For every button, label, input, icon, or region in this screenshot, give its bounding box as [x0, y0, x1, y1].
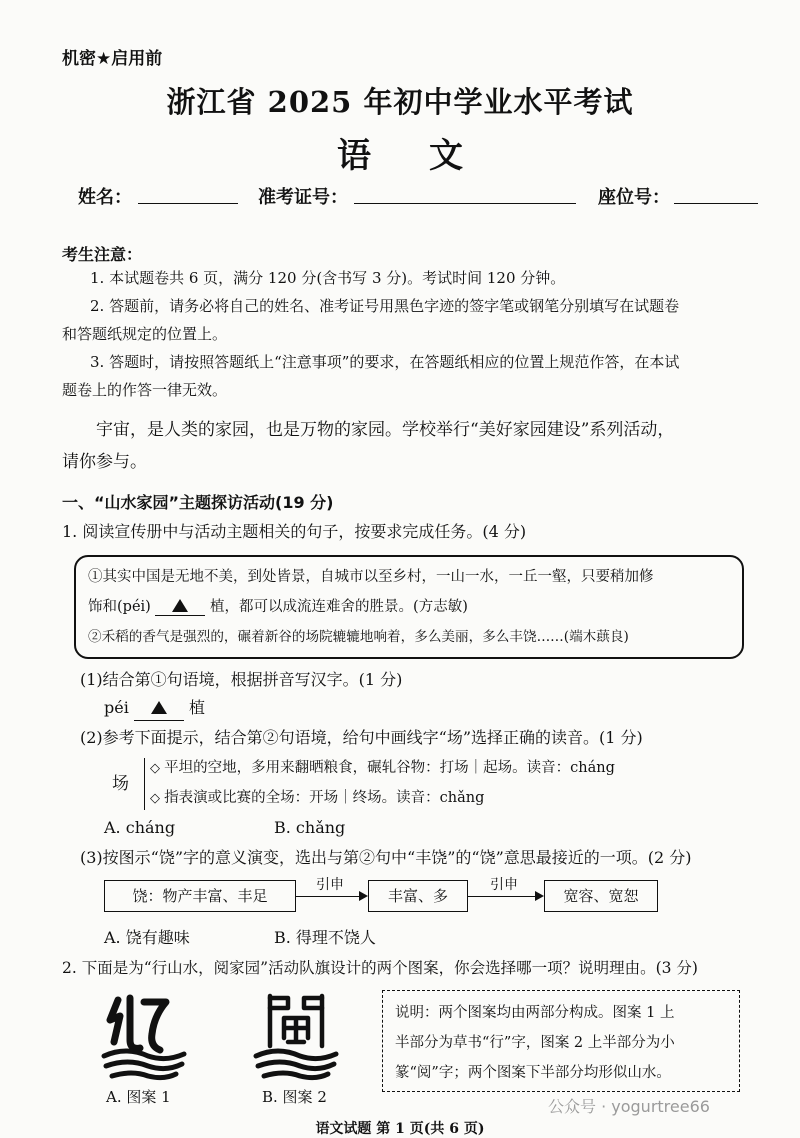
arrow-right-icon	[468, 896, 542, 897]
quote-box	[74, 555, 744, 659]
intro-line: 宇宙，是人类的家园，也是万物的家园。学校举行“美好家园建设”系列活动，	[96, 420, 675, 440]
arrow-right-icon	[296, 896, 366, 897]
sub-question-1-answer	[104, 696, 205, 721]
answer-suffix: 植	[189, 698, 206, 717]
answer-blank[interactable]	[155, 599, 205, 616]
option-b[interactable]: B. 得理不饶人	[274, 928, 376, 947]
flow-box-1: 饶：物产丰富、丰足	[104, 880, 296, 912]
watermark: 公众号 · yogurtree66	[548, 1097, 710, 1116]
intro-line: 请你参与。	[62, 452, 147, 472]
seat-label: 座位号：	[598, 187, 670, 208]
name-label: 姓名：	[78, 187, 132, 208]
quote-line-1: ①其实中国是无地不美，到处皆景，自城市以至乡村，一山一水，一丘一壑，只要稍加修	[88, 569, 654, 585]
notice-line: 题卷上的作答一律无效。	[62, 381, 228, 399]
answer-blank[interactable]	[134, 696, 184, 721]
confidential-mark: 机密★启用前	[62, 49, 163, 69]
question-2-stem: 2. 下面是为“行山水，阅家园”活动队旗设计的两个图案，你会选择哪一项？说明理由。(3 分)	[62, 959, 698, 977]
exam-no-label: 准考证号：	[258, 187, 348, 208]
page-footer: 语文试题 第 1 页(共 6 页)	[315, 1121, 485, 1137]
emblem-1-icon	[96, 990, 192, 1086]
note-line: 篆“阅”字；两个图案下半部分均形似山水。	[395, 1065, 671, 1081]
section-heading: 一、“山水家园”主题探访活动(19 分)	[62, 493, 334, 512]
notice-line: 和答题纸规定的位置上。	[62, 325, 228, 343]
char-label: 场	[112, 774, 129, 794]
triangle-icon	[172, 599, 188, 612]
exam-title: 浙江省 2025 年初中学业水平考试	[166, 85, 634, 119]
question-1-stem: 1. 阅读宣传册中与活动主题相关的句子，按要求完成任务。(4 分)	[62, 522, 527, 541]
definition-2: ◇ 指表演或比赛的全场：开场｜终场。读音：chǎng	[150, 790, 485, 806]
quote-pinyin: 饰和(péi)	[88, 599, 151, 615]
quote-rest: 植，都可以成流连难舍的胜景。(方志敏)	[210, 599, 468, 615]
diamond-icon: ◇	[150, 761, 165, 776]
notice-line: 3. 答题时，请按照答题纸上“注意事项”的要求，在答题纸相应的位置上规范作答，在本试	[90, 353, 680, 371]
note-line: 半部分为草书“行”字，图案 2 上半部分为小	[395, 1035, 675, 1051]
flow-box-2: 丰富、多	[368, 880, 468, 912]
option-b[interactable]: B. chǎng	[274, 818, 346, 837]
subject-title: 语文	[337, 136, 521, 176]
sub-question-1: (1)结合第①句语境，根据拼音写汉字。(1 分)	[80, 670, 403, 689]
note-line: 说明：两个图案均由两部分构成。图案 1 上	[395, 1005, 675, 1021]
emblem-1-caption[interactable]: A. 图案 1	[106, 1088, 171, 1106]
flow-box-3: 宽容、宽恕	[544, 880, 658, 912]
notice-line: 2. 答题前，请务必将自己的姓名、准考证号用黑色字迹的签字笔或钢笔分别填写在试题卷	[90, 297, 680, 315]
diamond-icon: ◇	[150, 791, 165, 806]
triangle-icon	[151, 701, 167, 714]
arrow-label-2: 引申	[490, 877, 518, 893]
notice-line: 1. 本试题卷共 6 页，满分 120 分(含书写 3 分)。考试时间 120 分钟。	[90, 269, 566, 287]
definition-1: ◇ 平坦的空地，多用来翻晒粮食，碾轧谷物：打场｜起场。读音：cháng	[150, 760, 615, 776]
sub-question-2: (2)参考下面提示，结合第②句语境，给句中画线字“场”选择正确的读音。(1 分)	[80, 728, 643, 747]
seat-blank[interactable]	[674, 183, 758, 204]
sub-question-3: (3)按图示“饶”字的意义演变，选出与第②句中“丰饶”的“饶”意思最接近的一项。(2 分)	[80, 848, 692, 867]
quote-line-3: ②禾稻的香气是强烈的，碾着新谷的场院辘辘地响着，多么美丽，多么丰饶……(端木蕻良)	[88, 629, 629, 645]
emblem-2-icon	[248, 990, 344, 1086]
notice-heading: 考生注意：	[62, 245, 143, 264]
emblem-2-caption[interactable]: B. 图案 2	[262, 1088, 327, 1106]
design-note-box	[382, 990, 740, 1092]
name-blank[interactable]	[138, 183, 238, 204]
quote-line-2	[88, 595, 468, 616]
option-a[interactable]: A. 饶有趣味	[104, 928, 190, 947]
exam-no-blank[interactable]	[354, 183, 576, 204]
answer-pinyin: péi	[104, 698, 129, 717]
option-a[interactable]: A. cháng	[104, 818, 176, 837]
arrow-label-1: 引申	[316, 877, 344, 893]
